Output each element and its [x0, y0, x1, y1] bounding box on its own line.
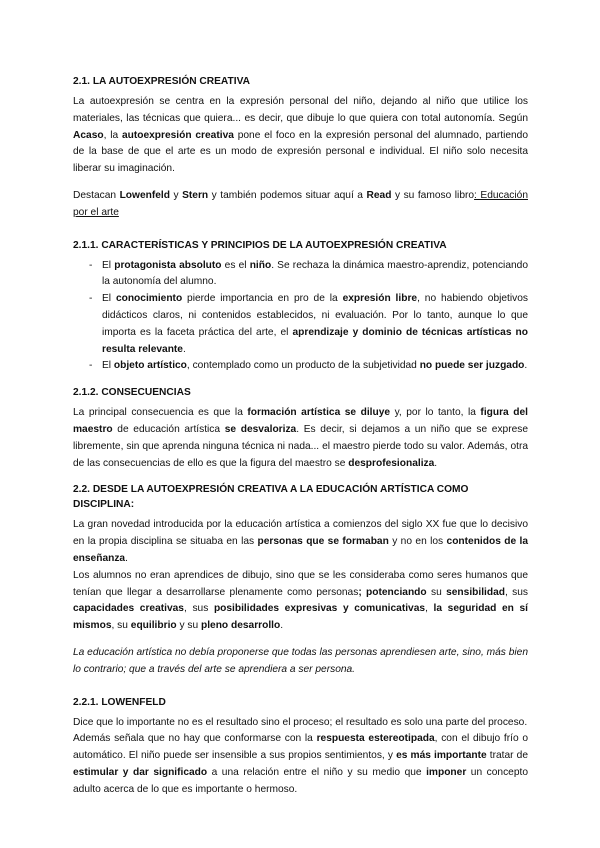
section-heading-2-2: 2.2. DESDE LA AUTOEXPRESIÓN CREATIVA A LA EDUCACIÓN ARTÍSTICA COMO DISCIPLINA:: [73, 484, 469, 511]
book-title: : Educación por el arte: [73, 189, 528, 218]
paragraph-alumnos: Los alumnos no eran aprendices de dibujo, sino que se les consideraba como seres humanos que tenían que llegar a desarrollarse plenamente como personas; potenciando su sensibilidad, sus capacidades creativas, sus posibilidades expresivas y comunicativas, la seguridad en sí mismos, su equilibrio y su pleno desarrollo.: [73, 569, 529, 632]
document-page: [73, 74, 528, 799]
list-item: - El objeto artístico, contemplado como un producto de la subjetividad no puede ser juzgado.: [89, 360, 528, 372]
characteristics-list: [73, 258, 528, 376]
paragraph-lowenfeld-2: Además señala que no hay que conformarse con la respuesta estereotipada, con el dibujo frío o automático. El niño puede ser insensible a sus propios sentimientos, y es más importante tratar de estimular y dar significado a una relación entre el niño y su medio que imponer un concepto adulto acerca de lo que es importante o hermoso.: [73, 733, 528, 795]
section-heading-2-2-1: 2.2.1. LOWENFELD: [73, 696, 166, 708]
list-item: - El protagonista absoluto es el niño. Se rechaza la dinámica maestro-aprendiz, potenciando la autonomía del alumno.: [89, 259, 528, 288]
italic-quote: La educación artística no debía proponerse que todas las personas aprendiesen arte, sino, más bien lo contrario; que a través del arte se aprendiera a ser persona.: [73, 646, 528, 675]
section-heading-2-1-1: 2.1.1. CARACTERÍSTICAS Y PRINCIPIOS DE LA AUTOEXPRESIÓN CREATIVA: [73, 239, 447, 251]
paragraph-lowenfeld-1: Dice que lo importante no es el resultado sino el proceso; el resultado es solo una parte del proceso.: [73, 716, 528, 728]
paragraph-autores: Destacan Lowenfeld y Stern y también podemos situar aquí a Read y su famoso libro: Educación por el arte: [73, 189, 528, 218]
section-heading-2-1-2: 2.1.2. CONSECUENCIAS: [73, 387, 191, 399]
paragraph-novedad: La gran novedad introducida por la educación artística a comienzos del siglo XX fue que lo decisivo en la propia disciplina se situaba en las personas que se formaban y no en los contenidos de la enseñanza.: [73, 519, 529, 564]
paragraph-consecuencias: La principal consecuencia es que la formación artística se diluye y, por lo tanto, la figura del maestro de educación artística se desvaloriza. Es decir, si dejamos a un niño que se exprese libremente, sin que aprenda ninguna técnica ni nada... el maestro pierde todo su valor. Además, otra de las consecuencias de ello es que la figura del maestro se desprofesionaliza.: [73, 407, 529, 469]
list-item: - El conocimiento pierde importancia en pro de la expresión libre, no habiendo objetivos didácticos claros, ni contenidos establecidos, ni evaluación. Por lo tanto, aunque lo que importa es la faceta práctica del arte, el aprendizaje y dominio de técnicas artísticas no resulta relevante.: [89, 293, 528, 355]
paragraph-autoexpresion: La autoexpresión se centra en la expresión personal del niño, dejando al niño que utilice los materiales, las técnicas que quiera... es decir, que dibuje lo que quiera con total autonomía. Según Acaso, la autoexpresión creativa pone el foco en la expresión personal del alumnado, partiendo de la base de que el arte es un modo de expresión personal e individual. El niño solo necesita liberar su imaginación.: [73, 96, 528, 175]
section-heading-2-1: 2.1. LA AUTOEXPRESIÓN CREATIVA: [73, 76, 250, 87]
